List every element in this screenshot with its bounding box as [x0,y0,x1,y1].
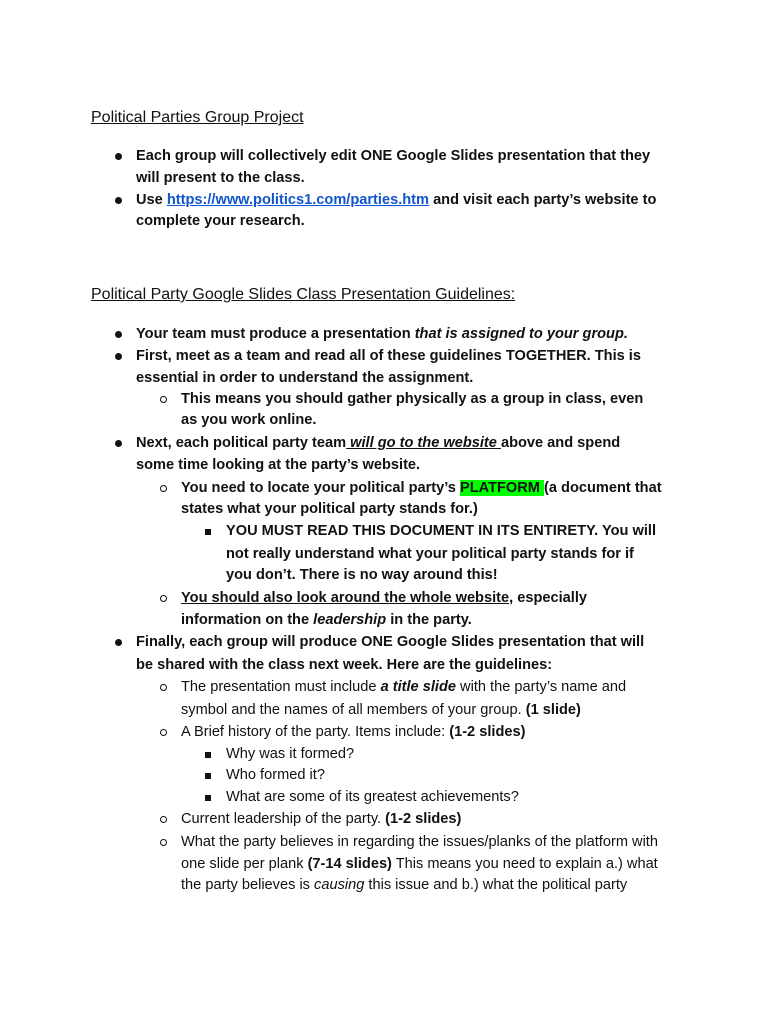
bullet-circle [158,832,168,852]
bullet-dot [113,433,123,453]
subsub-bullet-text: What are some of its greatest achievements? [226,789,519,805]
bullet-dot [113,632,123,652]
section-title-project: Political Parties Group Project [91,109,304,126]
sub-bullet-text: as you work online. [181,412,317,428]
bullet-circle [158,677,168,697]
bullet-dot [113,346,123,366]
bullet-circle [158,809,168,829]
subsub-bullet-text: Why was it formed? [226,746,355,762]
bullet-dot [113,146,123,166]
sub-bullet-text: What the party believes in regarding the issues/planks of the platform with [181,834,658,850]
bullet-circle [158,478,168,498]
politics1-link[interactable]: https://www.politics1.com/parties.htm [166,192,430,208]
subsub-bullet-text: you don’t. There is no way around this! [226,567,498,583]
bullet-square [203,744,213,764]
subsub-bullet-text: Who formed it? [226,767,325,783]
bullet-text: complete your research. [136,213,305,229]
platform-highlight: PLATFORM [459,480,545,496]
bullet-text: Your team must produce a presentation that is assigned to your group. [136,326,628,342]
subsub-bullet-text: YOU MUST READ THIS DOCUMENT IN ITS ENTIRETY. You will [226,523,656,539]
sub-bullet-text: Current leadership of the party. (1-2 slides) [181,811,462,827]
subsub-bullet-text: not really understand what your political party stands for if [226,546,634,562]
sub-bullet-text: states what your political party stands for.) [181,501,478,517]
sub-bullet-text: This means you should gather physically as a group in class, even [181,391,644,407]
bullet-text: Use https://www.politics1.com/parties.htm and visit each party’s website to [136,192,657,208]
bullet-text: will present to the class. [136,170,305,186]
bullet-dot [113,324,123,344]
bullet-text: some time looking at the party’s website. [136,457,421,473]
bullet-text: be shared with the class next week. Here are the guidelines: [136,657,553,673]
bullet-square [203,521,213,541]
sub-bullet-text: A Brief history of the party. Items include: (1-2 slides) [181,724,526,740]
sub-bullet-text: You need to locate your political party’s PLATFORM (a document that [181,480,662,496]
sub-bullet-text: The presentation must include a title slide with the party’s name and [181,679,627,695]
bullet-text: Finally, each group will produce ONE Google Slides presentation that will [136,634,645,650]
sub-bullet-text: symbol and the names of all members of your group. (1 slide) [181,702,581,718]
sub-bullet-text: one slide per plank (7-14 slides) This means you need to explain a.) what [181,856,658,872]
bullet-text: essential in order to understand the assignment. [136,370,474,386]
bullet-text: Next, each political party team will go to the website above and spend [136,435,621,451]
sub-bullet-text: information on the leadership in the party. [181,612,472,628]
section-title-guidelines: Political Party Google Slides Class Presentation Guidelines: [91,286,516,303]
bullet-dot [113,190,123,210]
bullet-text: Each group will collectively edit ONE Google Slides presentation that they [136,148,651,164]
sub-bullet-text: You should also look around the whole website, especially [181,590,588,606]
bullet-circle [158,722,168,742]
sub-bullet-text: the party believes is causing this issue and b.) what the political party [181,877,628,893]
bullet-square [203,765,213,785]
bullet-circle [158,389,168,409]
bullet-circle [158,588,168,608]
bullet-text: First, meet as a team and read all of these guidelines TOGETHER. This is [136,348,641,364]
bullet-square [203,787,213,807]
